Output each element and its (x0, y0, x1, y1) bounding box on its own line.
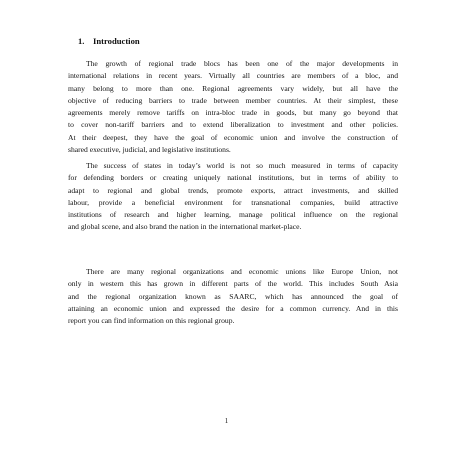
paragraph-line: only in western this has grown in different parts of the world. This includes South Asia (68, 279, 398, 289)
section-number: 1. (78, 36, 85, 46)
paragraph-line: to cover non-tariff barriers and to extend liberalization to investment and other policies. (68, 120, 398, 130)
paragraph-line: institutions of research and higher learning, manage political influence on the regional (68, 210, 398, 220)
section-heading (78, 36, 140, 46)
section-title: Introduction (93, 36, 140, 46)
paragraph-line: adapt to regional and global trends, promote exports, attract investments, and skilled (68, 185, 398, 195)
paragraph-line: There are many regional organizations and economic unions like Europe Union, not (86, 267, 398, 276)
paragraph-line: and the regional organization known as SAARC, which has announced the goal of (68, 291, 398, 301)
paragraph-line: objective of reducing barriers to trade between member countries. At their simplest, these (68, 95, 398, 105)
paragraph-line: The growth of regional trade blocs has been one of the major developments in (86, 59, 398, 68)
paragraph-line: report you can find information on this regional group. (68, 316, 235, 326)
paragraph-line: many belong to more than one. Regional agreements vary widely, but all have the (68, 83, 398, 93)
paragraph-line: At their deepest, they have the goal of economic union and involve the construction of (68, 132, 398, 142)
paragraph-line: international relations in recent years. Virtually all countries are members of a bloc, and (68, 71, 398, 81)
paragraph-3 (68, 266, 398, 327)
paragraph-line: labour, provide a beneficial environment for transnational companies, build attractive (68, 197, 398, 207)
paragraph-line: attaining an economic union and expressed the desire for a common currency. And in this (68, 303, 398, 313)
paragraph-line: shared executive, judicial, and legislative institutions. (68, 145, 231, 155)
paragraph-line: for defending borders or creating uniquely national institutions, but in terms of ability to (68, 173, 398, 183)
paragraph-2 (68, 160, 398, 234)
paragraph-line: The success of states in today’s world is not so much measured in terms of capacity (86, 161, 398, 170)
paragraph-1 (68, 58, 398, 156)
paragraph-line: agreements merely remove tariffs on intra-bloc trade in goods, but many go beyond that (68, 108, 398, 118)
paragraph-line: and global scene, and also brand the nation in the international market-place. (68, 222, 302, 232)
page-number: 1 (224, 417, 229, 425)
